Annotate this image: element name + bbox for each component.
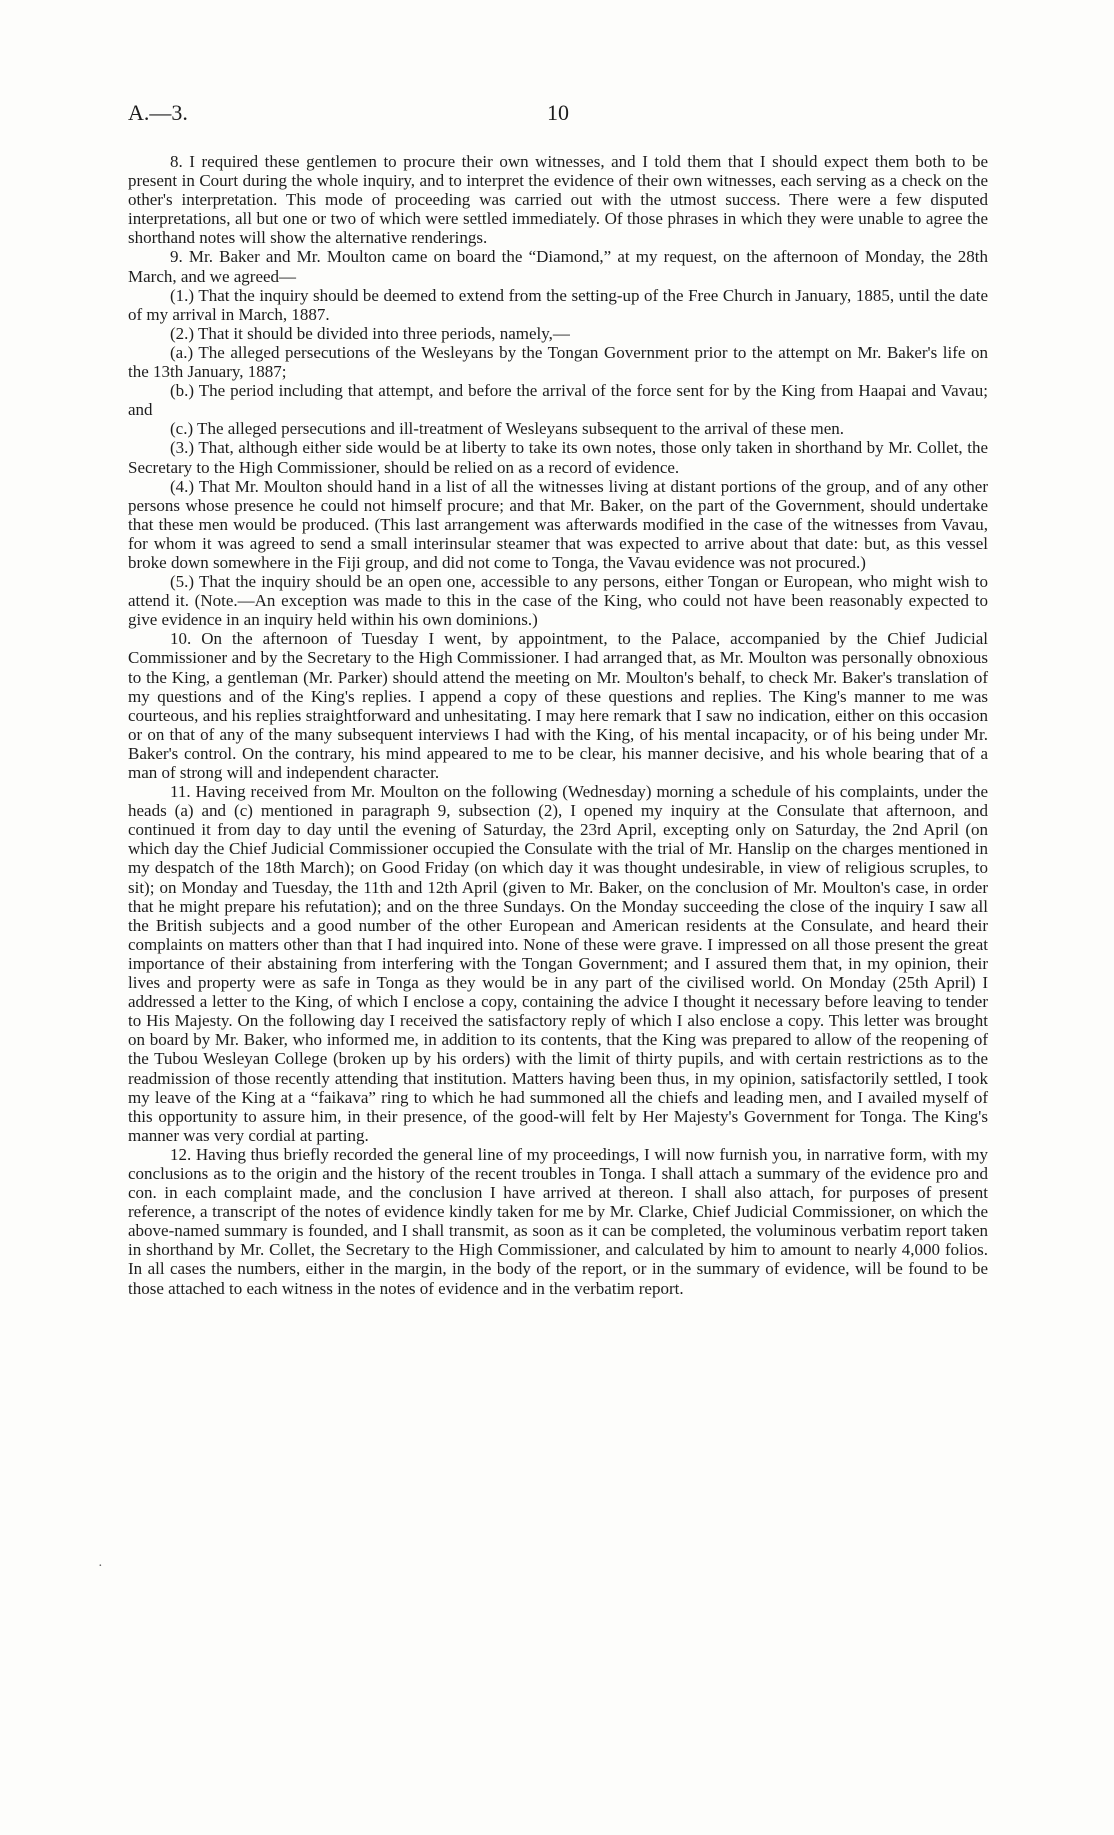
clause-1: (1.) That the inquiry should be deemed to extend from the setting-up of the Free Church in January, 1885, until the date of my arrival in March, 1887. [128, 285, 988, 324]
margin-mark: · [98, 1559, 103, 1574]
paragraph-11: 11. Having received from Mr. Moulton on the following (Wednesday) morning a schedule of his complaints, under the heads (a) and (c) mentioned in paragraph 9, subsection (2), I opened my inquiry at the Consulate that afternoon, and continued it from day to day until the evening of Saturday, the 23rd April, excepting only on Saturday, the 2nd April (on which day the Chief Judicial Commissioner occupied the Consulate with the trial of Mr. Hanslip on the charges mentioned in my despatch of the 18th March); on Good Friday (on which day it was thought undesirable, in view of religious scruples, to sit); on Monday and Tuesday, the 11th and 12th April (given to Mr. Baker, on the conclusion of Mr. Moulton's case, in order that he might prepare his refutation); and on the three Sundays. On the Monday succeeding the close of the inquiry I saw all the British subjects and a good number of the other European and American residents at the Consulate, and heard their complaints on matters other than that I had inquired into. None of these were grave. I impressed on all those present the great importance of their abstaining from interfering with the Tongan Government; and I assured them that, in my opinion, their lives and property were as safe in Tonga as they would be in any part of the civilised world. On Monday (25th April) I addressed a letter to the King, of which I enclose a copy, containing the advice I thought it necessary before leaving to tender to His Majesty. On the following day I received the satisfactory reply of which I also enclose a copy. This letter was brought on board by Mr. Baker, who informed me, in addition to its contents, that the King was prepared to allow of the reopening of the Tubou Wesleyan College (broken up by his orders) with the limit of thirty pupils, and with certain restrictions as to the readmission of those recently attending that institution. Matters having been thus, in my opinion, satisfactorily settled, I took my leave of the King at a “faikava” ring to which he had summoned all the chiefs and leading men, and I availed myself of this opportunity to assure him, in their presence, of the good-will felt by Her Majesty's Government for Tonga. The King's manner was very cordial at parting. [128, 782, 988, 1145]
document-reference: A.—3. [128, 100, 188, 125]
clause-2a: (a.) The alleged persecutions of the Wesleyans by the Tongan Government prior to the attempt on Mr. Baker's life on the 13th January, 1887; [128, 342, 988, 382]
clause-3: (3.) That, although either side would be at liberty to take its own notes, those only taken in shorthand by Mr. Collet, the Secretary to the High Commissioner, should be relied on as a record of evidence. [128, 438, 988, 477]
paragraph-8: 8. I required these gentlemen to procure their own witnesses, and I told them that I should expect them both to be present in Court during the whole inquiry, and to interpret the evidence of their own witnesses, each serving as a check on the other's interpretation. This mode of proceeding was carried out with the utmost success. There were a few disputed interpretations, all but one or two of which were settled immediately. Of those phrases in which they were unable to agree the shorthand notes will show the alternative renderings. [128, 152, 988, 248]
paragraph-10: 10. On the afternoon of Tuesday I went, by appointment, to the Palace, accompanied by the Chief Judicial Commissioner and by the Secretary to the High Commissioner. I had arranged that, as Mr. Moulton was personally obnoxious to the King, a gentleman (Mr. Parker) should attend the meeting on Mr. Moulton's behalf, to check Mr. Baker's translation of my questions and of the King's replies. I append a copy of these questions and replies. The King's manner to me was courteous, and his replies straightforward and unhesitating. I may here remark that I saw no indication, either on this occasion or on that of any of the many subsequent interviews I had with the King, of his mental incapacity, or of his being under Mr. Baker's control. On the contrary, his mind appeared to me to be clear, his manner decisive, and his whole bearing that of a man of strong will and independent character. [128, 629, 988, 782]
clause-2: (2.) That it should be divided into three periods, namely,— [170, 323, 570, 343]
clause-2c: (c.) The alleged persecutions and ill-treatment of Wesleyans subsequent to the arrival of these men. [170, 419, 844, 439]
document-body [128, 152, 988, 1298]
page-header [128, 100, 988, 132]
clause-4: (4.) That Mr. Moulton should hand in a list of all the witnesses living at distant portions of the group, and of any other persons whose presence he could not himself procure; and that Mr. Baker, on the part of the Government, should undertake that these men would be produced. (This last arrangement was afterwards modified in the case of the witnesses from Vavau, for whom it was agreed to send a small interinsular steamer that was expected to arrive about that date: but, as this vessel broke down somewhere in the Fiji group, and did not come to Tonga, the Vavau evidence was not procured.) [128, 476, 988, 572]
page-number: 10 [547, 100, 569, 125]
clause-2b: (b.) The period including that attempt, and before the arrival of the force sent for by the King from Haapai and Vavau; and [128, 381, 988, 420]
paragraph-9: 9. Mr. Baker and Mr. Moulton came on board the “Diamond,” at my request, on the afternoon of Monday, the 28th March, and we agreed— [128, 247, 988, 286]
clause-5: (5.) That the inquiry should be an open one, accessible to any persons, either Tongan or European, who might wish to attend it. (Note.—An exception was made to this in the case of the King, who could not have been reasonably expected to give evidence in an inquiry held within his own dominions.) [128, 572, 988, 630]
paragraph-12: 12. Having thus briefly recorded the general line of my proceedings, I will now furnish you, in narrative form, with my conclusions as to the origin and the history of the recent troubles in Tonga. I shall attach a summary of the evidence pro and con. in each complaint made, and the conclusion I have arrived at thereon. I shall also attach, for purposes of present reference, a transcript of the notes of evidence kindly taken for me by Mr. Clarke, Chief Judicial Commissioner, on which the above-named summary is founded, and I shall transmit, as soon as it can be completed, the voluminous verbatim report taken in shorthand by Mr. Collet, the Secretary to the High Commissioner, and calculated by him to amount to nearly 4,000 folios. In all cases the numbers, either in the margin, in the body of the report, or in the summary of evidence, will be found to be those attached to each witness in the notes of evidence and in the verbatim report. [128, 1144, 988, 1298]
